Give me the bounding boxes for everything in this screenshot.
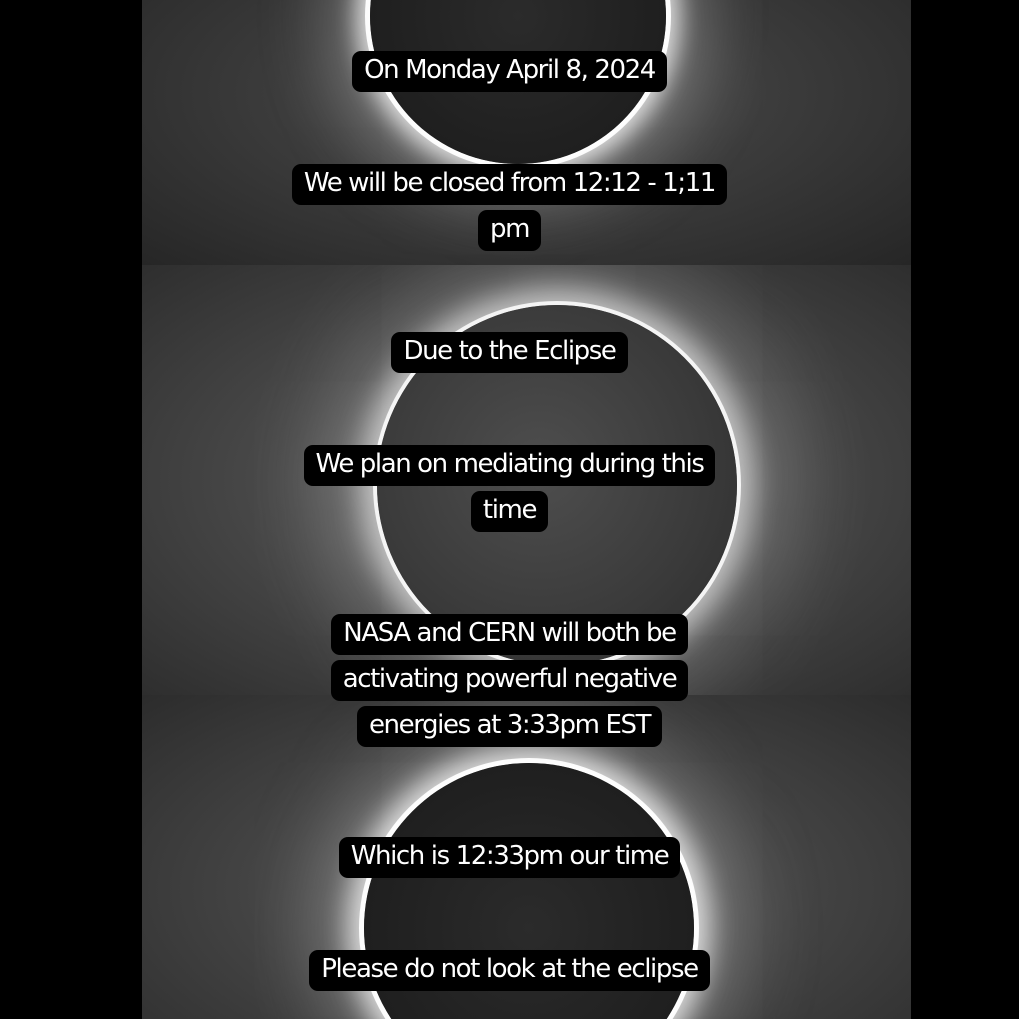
caption-date [0, 47, 1019, 93]
caption-date-text: On Monday April 8, 2024 [352, 51, 667, 92]
caption-local-time-text: Which is 12:33pm our time [339, 837, 681, 878]
caption-closed-line-1: We will be closed from 12:12 - 1;11 [292, 164, 727, 205]
caption-warning-text: Please do not look at the eclipse [309, 950, 709, 991]
caption-nasa-line-3: energies at 3:33pm EST [357, 706, 662, 747]
caption-local-time [0, 833, 1019, 879]
caption-reason-text: Due to the Eclipse [391, 332, 627, 373]
caption-closed [0, 160, 1019, 252]
caption-plan-line-2: time [471, 491, 548, 532]
caption-plan-line-1: We plan on mediating during this [304, 445, 716, 486]
caption-nasa-line-1: NASA and CERN will both be [331, 614, 687, 655]
caption-nasa-line-2: activating powerful negative [331, 660, 689, 701]
caption-closed-line-2: pm [478, 210, 541, 251]
caption-nasa-cern [0, 610, 1019, 748]
caption-plan [0, 441, 1019, 533]
caption-warning [0, 946, 1019, 992]
caption-reason [0, 328, 1019, 374]
